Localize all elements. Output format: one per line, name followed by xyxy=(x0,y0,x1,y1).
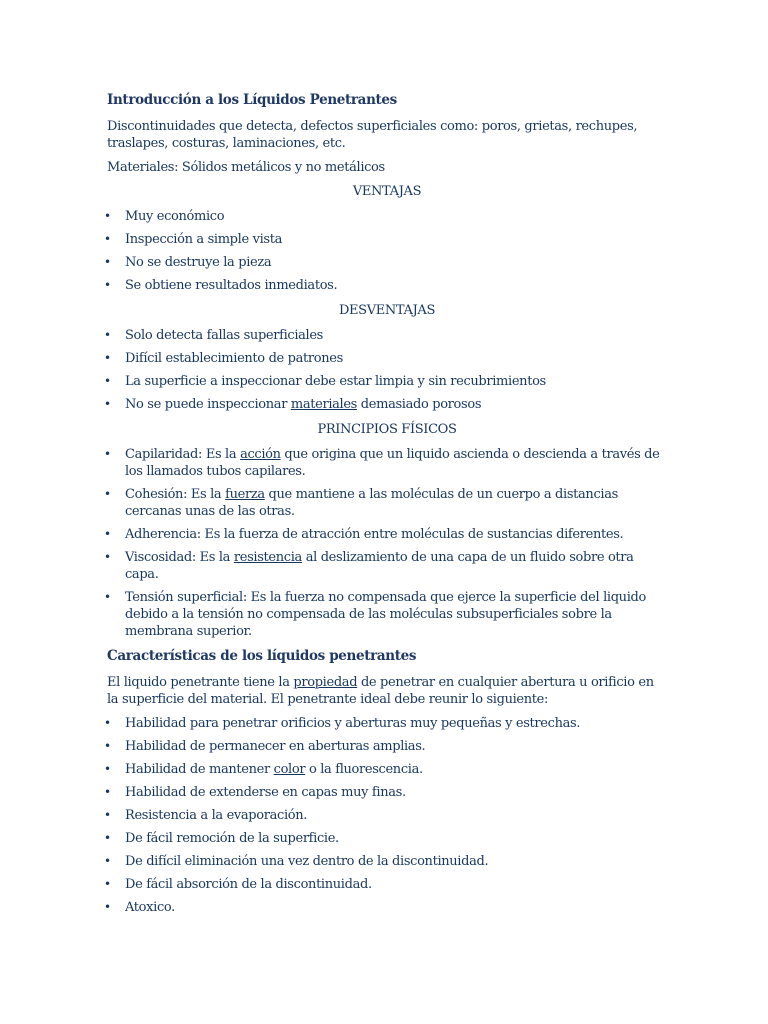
bullet-icon: • xyxy=(104,328,111,342)
list-item-text: Cohesión: Es la xyxy=(125,487,226,502)
hyperlink[interactable]: color xyxy=(273,762,306,777)
list-item-text: Se obtiene resultados inmediatos. xyxy=(125,278,338,293)
caracteristicas-list xyxy=(104,715,667,916)
list-item xyxy=(104,876,667,893)
list-item xyxy=(104,327,667,344)
list-item xyxy=(104,396,667,413)
bullet-icon: • xyxy=(104,877,111,891)
list-item-text: No se destruye la pieza xyxy=(125,255,272,270)
list-item-text: Adherencia: Es la fuerza de atracción entre moléculas de sustancias diferentes. xyxy=(125,527,624,542)
list-item-text: Muy económico xyxy=(125,209,225,224)
ventajas-heading: VENTAJAS xyxy=(352,184,422,199)
list-item xyxy=(104,277,667,294)
list-item xyxy=(104,486,667,520)
desventajas-list xyxy=(104,327,667,413)
list-item xyxy=(104,446,667,480)
bullet-icon: • xyxy=(104,232,111,246)
caracteristicas-intro-text-end: de penetrar en cualquier abertura u orificio en la superficie del material. El penetrante ideal debe reunir lo siguiente: xyxy=(107,675,654,707)
bullet-icon: • xyxy=(104,527,111,541)
bullet-icon: • xyxy=(104,831,111,845)
list-item xyxy=(104,715,667,732)
list-item xyxy=(104,899,667,916)
list-item-text: De fácil remoción de la superficie. xyxy=(125,831,339,846)
list-item-text: De fácil absorción de la discontinuidad. xyxy=(125,877,372,892)
list-item xyxy=(104,589,667,640)
list-item-text-end: que origina que un liquido ascienda o descienda a través de los llamados tubos capilares. xyxy=(125,447,660,479)
bullet-icon: • xyxy=(104,209,111,223)
bullet-icon: • xyxy=(104,351,111,365)
list-item xyxy=(104,208,667,225)
bullet-icon: • xyxy=(104,447,111,461)
principios-list xyxy=(104,446,667,640)
list-item xyxy=(104,254,667,271)
list-item xyxy=(104,853,667,870)
bullet-icon: • xyxy=(104,374,111,388)
list-item xyxy=(104,738,667,755)
hyperlink[interactable]: resistencia xyxy=(233,550,302,565)
list-item xyxy=(104,526,667,543)
list-item-text-end: al deslizamiento de una capa de un fluido sobre otra capa. xyxy=(125,550,634,582)
ventajas-list xyxy=(104,208,667,294)
list-item-text: Difícil establecimiento de patrones xyxy=(125,351,343,366)
list-item xyxy=(104,807,667,824)
list-item-text: Habilidad de permanecer en aberturas amplias. xyxy=(125,739,426,754)
list-item-text: No se puede inspeccionar xyxy=(125,397,291,412)
hyperlink[interactable]: acción xyxy=(240,447,281,462)
bullet-icon: • xyxy=(104,762,111,776)
hyperlink[interactable]: materiales xyxy=(290,397,357,412)
list-item-text: Solo detecta fallas superficiales xyxy=(125,328,324,343)
intro-discontinuidades: Discontinuidades que detecta, defectos superficiales como: poros, grietas, rechupes, traslapes, costuras, laminaciones, etc. xyxy=(107,119,638,151)
intro-materiales: Materiales: Sólidos metálicos y no metálicos xyxy=(107,160,385,175)
bullet-icon: • xyxy=(104,487,111,501)
list-item-text: Habilidad de extenderse en capas muy finas. xyxy=(125,785,406,800)
list-item-text: Inspección a simple vista xyxy=(125,232,282,247)
principios-heading: PRINCIPIOS FÍSICOS xyxy=(317,422,457,437)
bullet-icon: • xyxy=(104,278,111,292)
list-item-text: Habilidad de mantener xyxy=(125,762,274,777)
bullet-icon: • xyxy=(104,854,111,868)
list-item xyxy=(104,761,667,778)
document-page xyxy=(104,92,667,924)
list-item-text: De difícil eliminación una vez dentro de la discontinuidad. xyxy=(125,854,489,869)
bullet-icon: • xyxy=(104,590,111,604)
list-item-text-end: o la fluorescencia. xyxy=(305,762,423,777)
list-item-text: Capilaridad: Es la xyxy=(125,447,241,462)
list-item xyxy=(104,350,667,367)
document-title: Introducción a los Líquidos Penetrantes xyxy=(107,92,397,108)
list-item xyxy=(104,549,667,583)
desventajas-heading: DESVENTAJAS xyxy=(338,303,436,318)
list-item-text: La superficie a inspeccionar debe estar limpia y sin recubrimientos xyxy=(125,374,546,389)
hyperlink[interactable]: fuerza xyxy=(225,487,265,502)
bullet-icon: • xyxy=(104,900,111,914)
caracteristicas-intro xyxy=(107,674,667,708)
caracteristicas-intro-text: El liquido penetrante tiene la xyxy=(107,675,294,690)
bullet-icon: • xyxy=(104,397,111,411)
list-item xyxy=(104,830,667,847)
list-item-text: Atoxico. xyxy=(125,900,175,915)
list-item-text: Viscosidad: Es la xyxy=(125,550,234,565)
bullet-icon: • xyxy=(104,785,111,799)
bullet-icon: • xyxy=(104,739,111,753)
list-item xyxy=(104,231,667,248)
list-item xyxy=(104,373,667,390)
caracteristicas-heading: Características de los líquidos penetrantes xyxy=(107,648,417,664)
list-item xyxy=(104,784,667,801)
list-item-text: Habilidad para penetrar orificios y aberturas muy pequeñas y estrechas. xyxy=(125,716,581,731)
list-item-text-end: que mantiene a las moléculas de un cuerpo a distancias cercanas unas de las otras. xyxy=(125,487,618,519)
bullet-icon: • xyxy=(104,716,111,730)
bullet-icon: • xyxy=(104,550,111,564)
bullet-icon: • xyxy=(104,808,111,822)
propiedad-link[interactable]: propiedad xyxy=(293,675,358,690)
list-item-text: Tensión superficial: Es la fuerza no compensada que ejerce la superficie del liquido debido a la tensión no compensada de las moléculas subsuperficiales sobre la membrana superior. xyxy=(125,590,646,639)
bullet-icon: • xyxy=(104,255,111,269)
list-item-text: Resistencia a la evaporación. xyxy=(125,808,308,823)
list-item-text-end: demasiado porosos xyxy=(357,397,482,412)
